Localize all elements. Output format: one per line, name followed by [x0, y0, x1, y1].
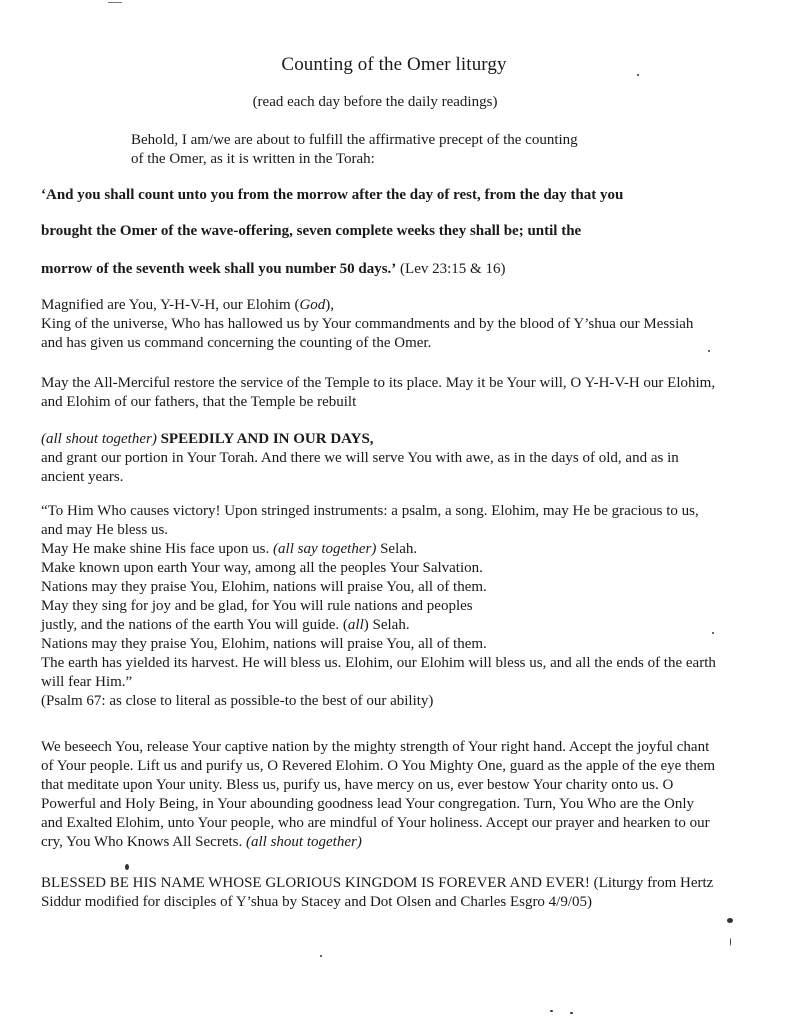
page-title: Counting of the Omer liturgy: [281, 54, 507, 75]
scan-speck: [550, 1010, 553, 1012]
scan-speck: [712, 632, 714, 634]
closing-paragraph: [41, 874, 766, 912]
beseech-line: We beseech You, release Your captive nation by the mighty strength of Your right hand. Accept the joyful chant: [41, 739, 710, 755]
scan-speck: [727, 918, 733, 923]
portion-line: and grant our portion in Your Torah. And there we will serve You with awe, as in the days of old, and as in: [41, 450, 679, 466]
blessing-gloss: God: [299, 297, 326, 313]
blessing-line: [41, 296, 766, 315]
verse-line: ‘And you shall count unto you from the morrow after the day of rest, from the day that you: [41, 187, 624, 203]
shout-text: SPEEDILY AND IN OUR DAYS,: [156, 431, 374, 447]
portion-paragraph: [41, 430, 766, 487]
temple-line: May the All-Merciful restore the service of the Temple to its place. May it be Your will, O Y-H-V-H our Elohim,: [41, 375, 716, 391]
scan-speck: [637, 74, 639, 76]
scan-speck: [708, 350, 710, 352]
blessing-text: ),: [325, 297, 335, 313]
psalm-text: justly, and the nations of the earth You will guide. (: [41, 617, 348, 633]
psalm-line: will fear Him.”: [41, 674, 133, 690]
temple-paragraph: [41, 374, 766, 412]
psalm-text: Selah.: [376, 541, 418, 557]
beseech-line: of Your people. Lift us and purify us, O Revered Elohim. O You Mighty One, guard as the apple of the eye them: [41, 758, 716, 774]
psalm-line: [41, 616, 766, 635]
verse-text: morrow of the seventh week shall you number 50 days.’: [41, 261, 397, 277]
temple-line: and Elohim of our fathers, that the Temple be rebuilt: [41, 394, 357, 410]
page-subtitle: (read each day before the daily readings): [252, 94, 498, 110]
closing-line: Siddur modified for disciples of Y’shua by Stacey and Dot Olsen and Charles Esgro 4/9/05): [41, 894, 593, 910]
psalm-source: (Psalm 67: as close to literal as possible-to the best of our ability): [41, 693, 434, 709]
beseech-line: [41, 833, 766, 852]
beseech-instruction: (all shout together): [246, 834, 362, 850]
beseech-text: cry, You Who Knows All Secrets.: [41, 834, 246, 850]
psalm-paragraph: [41, 502, 766, 711]
psalm-line: [41, 540, 766, 559]
verse-line: [41, 260, 505, 279]
blessing-paragraph: [41, 296, 766, 353]
scan-speck: [730, 938, 731, 946]
scan-speck: [570, 1012, 573, 1014]
scan-mark: [108, 2, 122, 3]
psalm-line: Nations may they praise You, Elohim, nations will praise You, all of them.: [41, 636, 487, 652]
intro-line: Behold, I am/we are about to fulfill the affirmative precept of the counting: [131, 132, 578, 148]
beseech-line: that meditate upon Your unity. Bless us, purify us, have mercy on us, ever bestow Your charity onto us. O: [41, 777, 674, 793]
blessing-line: and has given us command concerning the counting of the Omer.: [41, 335, 432, 351]
beseech-line: Powerful and Holy Being, in Your abounding goodness lead Your congregation. Turn, You Who are the Only: [41, 796, 695, 812]
closing-line: BLESSED BE HIS NAME WHOSE GLORIOUS KINGDOM IS FOREVER AND EVER! (Liturgy from Hertz: [41, 875, 714, 891]
psalm-line: and may He bless us.: [41, 522, 169, 538]
verse-line: brought the Omer of the wave-offering, seven complete weeks they shall be; until the: [41, 223, 582, 239]
intro-paragraph: [131, 131, 651, 169]
blessing-line: King of the universe, Who has hallowed us by Your commandments and by the blood of Y’shua our Messiah: [41, 316, 694, 332]
psalm-line: Nations may they praise You, Elohim, nations will praise You, all of them.: [41, 579, 487, 595]
scan-speck: [320, 955, 322, 957]
shout-line: [41, 430, 766, 449]
psalm-instruction: all: [347, 617, 364, 633]
psalm-text: ) Selah.: [363, 617, 410, 633]
psalm-instruction: (all say together): [273, 541, 377, 557]
psalm-line: May they sing for joy and be glad, for You will rule nations and peoples: [41, 598, 473, 614]
scan-speck: [125, 864, 129, 870]
psalm-line: “To Him Who causes victory! Upon stringed instruments: a psalm, a song. Elohim, may He be gracious to us,: [41, 503, 699, 519]
beseech-line: and Exalted Elohim, unto Your people, who are mindful of Your holiness. Accept our prayer and hearken to our: [41, 815, 710, 831]
verse-reference: (Lev 23:15 & 16): [396, 261, 506, 277]
psalm-text: May He make shine His face upon us.: [41, 541, 274, 557]
shout-instruction: (all shout together): [41, 431, 157, 447]
portion-line: ancient years.: [41, 469, 124, 485]
psalm-line: The earth has yielded its harvest. He will bless us. Elohim, our Elohim will bless us, and all the ends of the earth: [41, 655, 716, 671]
intro-line: of the Omer, as it is written in the Torah:: [131, 151, 375, 167]
beseech-paragraph: [41, 738, 766, 852]
psalm-line: Make known upon earth Your way, among all the peoples Your Salvation.: [41, 560, 483, 576]
blessing-text: Magnified are You, Y-H-V-H, our Elohim (: [41, 297, 300, 313]
